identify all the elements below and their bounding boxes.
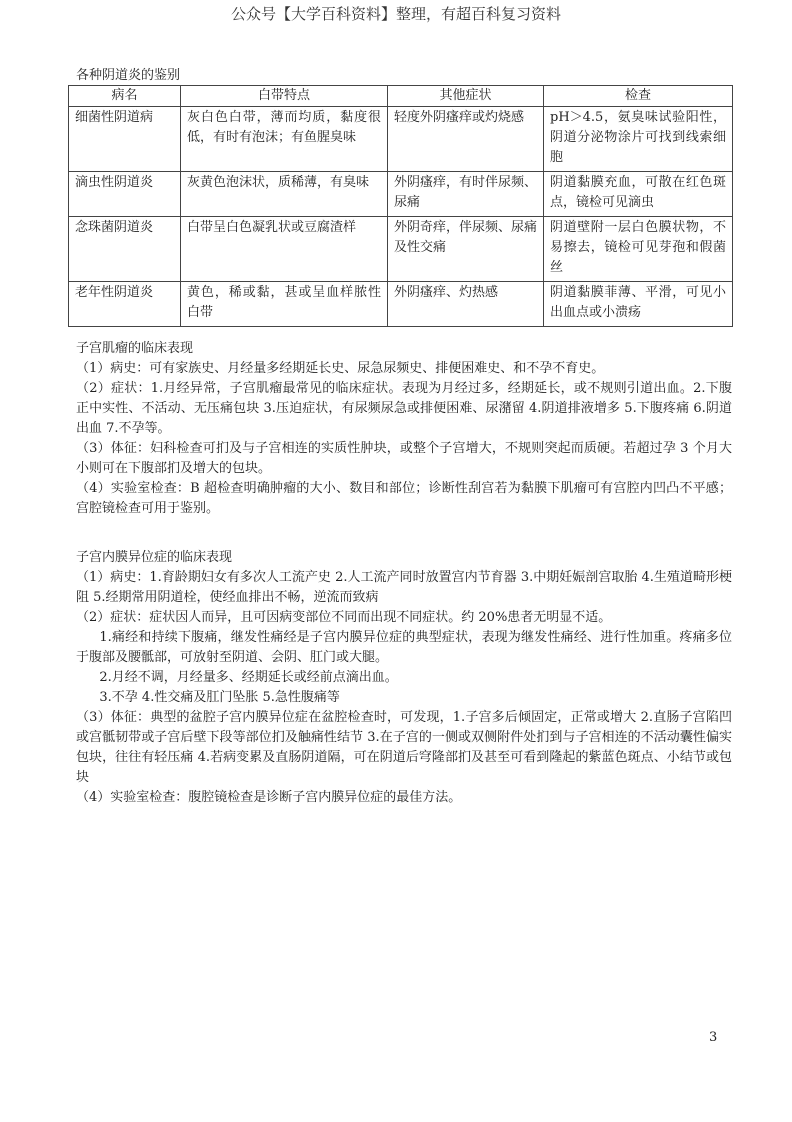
- table-row: [69, 172, 733, 217]
- table-cell: 黄色，稀或黏，甚或呈血样脓性白带: [181, 282, 388, 327]
- table-header-row: [69, 86, 733, 107]
- table-cell: 念珠菌阴道炎: [69, 217, 181, 282]
- column-header: 白带特点: [181, 86, 388, 107]
- table-title: 各种阴道炎的鉴别: [76, 68, 181, 83]
- paragraph: （3）体征：妇科检查可扪及与子宫相连的实质性肿块，或整个子宫增大，不规则突起而质硬。若超过孕 3 个月大小则可在下腹部扪及增大的包块。: [76, 441, 732, 476]
- table-cell: 灰黄色泡沫状，质稀薄，有臭味: [181, 172, 388, 217]
- table-cell: 阴道壁附一层白色膜状物，不易擦去，镜检可见芽孢和假菌丝: [544, 217, 733, 282]
- table-cell: 滴虫性阴道炎: [69, 172, 181, 217]
- table-cell: 轻度外阴瘙痒或灼烧感: [388, 107, 544, 172]
- table-cell: 白带呈白色凝乳状或豆腐渣样: [181, 217, 388, 282]
- table-cell: 外阴瘙痒、灼热感: [388, 282, 544, 327]
- table-row: [69, 107, 733, 172]
- section-title: 子宫肌瘤的临床表现: [76, 341, 194, 356]
- paragraph: （3）体征：典型的盆腔子宫内膜异位症在盆腔检查时，可发现，1.子宫多后倾固定，正常或增大 2.直肠子宫陷凹或宫骶韧带或子宫后壁下段等部位扪及触痛性结节 3.在子宫的一侧或双侧附件处扪到与子宫相连的不活动囊性偏实包块，往往有轻压痛 4.若病变累及直肠阴道隔，可在阴道后穹隆部扪及甚至可看到隆起的紫蓝色斑点、小结节或包块: [76, 710, 732, 785]
- table-cell: 外阴瘙痒，有时伴尿频、尿痛: [388, 172, 544, 217]
- paragraph: 2.月经不调，月经量多、经期延长或经前点滴出血。: [99, 670, 398, 685]
- paragraph: 1.痛经和持续下腹痛，继发性痛经是子宫内膜异位症的典型症状，表现为继发性痛经、进行性加重。疼痛多位于腹部及腰骶部，可放射至阴道、会阴、肛门或大腿。: [76, 630, 732, 665]
- column-header: 其他症状: [388, 86, 544, 107]
- table-row: [69, 217, 733, 282]
- table-cell: 阴道黏膜菲薄、平滑，可见小出血点或小溃疡: [544, 282, 733, 327]
- vaginitis-table: [68, 85, 733, 327]
- paragraph: （1）病史：1.育龄期妇女有多次人工流产史 2.人工流产同时放置宫内节育器 3.中期妊娠剖宫取胎 4.生殖道畸形梗阻 5.经期常用阴道栓，使经血排出不畅，逆流而致病: [76, 570, 732, 605]
- table-cell: 外阴奇痒，伴尿频、尿痛及性交痛: [388, 217, 544, 282]
- fibroid-section: [76, 339, 732, 519]
- column-header: 检查: [544, 86, 733, 107]
- table-cell: 老年性阴道炎: [69, 282, 181, 327]
- paragraph: 3.不孕 4.性交痛及肛门坠胀 5.急性腹痛等: [99, 690, 340, 705]
- paragraph: （4）实验室检查：B 超检查明确肿瘤的大小、数目和部位；诊断性刮宫若为黏膜下肌瘤可有宫腔内凹凸不平感；宫腔镜检查可用于鉴别。: [76, 481, 732, 516]
- page-number: 3: [709, 1030, 718, 1045]
- column-header: 病名: [69, 86, 181, 107]
- section-title: 子宫内膜异位症的临床表现: [76, 550, 233, 565]
- paragraph: （2）症状：1.月经异常，子宫肌瘤最常见的临床症状。表现为月经过多，经期延长，或不规则引道出血。2.下腹正中实性、不活动、无压痛包块 3.压迫症状，有尿频尿急或排便困难、尿潴留 4.阴道排液增多 5.下腹疼痛 6.阴道出血 7.不孕等。: [76, 381, 732, 436]
- paragraph: （2）症状：症状因人而异，且可因病变部位不同而出现不同症状。约 20%患者无明显不适。: [76, 610, 612, 625]
- paragraph: （1）病史：可有家族史、月经量多经期延长史、尿急尿频史、排便困难史、和不孕不育史。: [76, 361, 605, 376]
- table-row: [69, 282, 733, 327]
- page-header: 公众号【大学百科资料】整理，有超百科复习资料: [230, 5, 561, 23]
- endometriosis-section: [76, 548, 732, 808]
- table-cell: 灰白色白带，薄而均质，黏度很低，有时有泡沫；有鱼腥臭味: [181, 107, 388, 172]
- table-cell: pH＞4.5，氨臭味试验阳性，阴道分泌物涂片可找到线索细胞: [544, 107, 733, 172]
- paragraph: （4）实验室检查：腹腔镜检查是诊断子宫内膜异位症的最佳方法。: [76, 790, 462, 805]
- table-cell: 阴道黏膜充血，可散在红色斑点，镜检可见滴虫: [544, 172, 733, 217]
- table-cell: 细菌性阴道病: [69, 107, 181, 172]
